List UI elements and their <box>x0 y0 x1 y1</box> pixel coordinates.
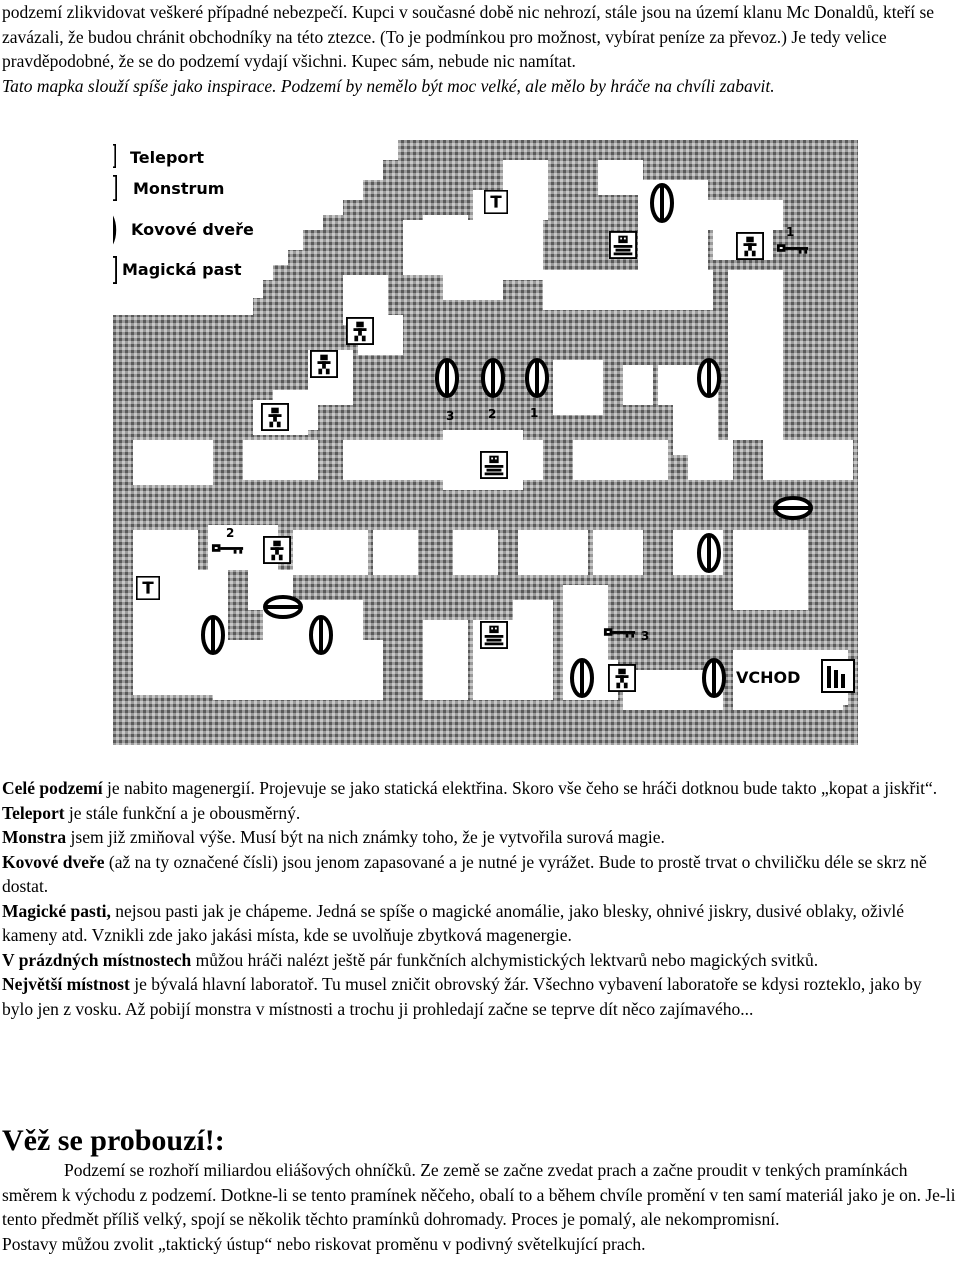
trap-icon <box>481 622 507 648</box>
desc-paragraph <box>2 850 957 899</box>
desc-term: Teleport <box>2 802 65 823</box>
trap-icon <box>481 452 507 478</box>
room <box>553 360 603 415</box>
desc-text: je stále funkční a je obousměrný. <box>64 802 301 823</box>
desc-text: jsem již zmiňoval výše. Musí být na nich známky toho, že je vytvořila surová magie. <box>66 827 665 847</box>
room <box>763 440 853 480</box>
desc-term: Největší místnost <box>2 974 130 994</box>
desc-paragraph <box>2 972 957 1021</box>
legend-door-label: Kovové dveře <box>131 220 254 239</box>
door-icon <box>483 360 503 396</box>
room <box>543 270 713 310</box>
room <box>623 365 653 405</box>
desc-text: je bývalá hlavní laboratoř. Tu musel zničit obrovský žár. Všechno vybavení laboratoře se kdysi rozteklo, jako by bylo jen z vosku. Až pobijí monstra v místnosti a trochu ji prohledají začne se teprve dít něco zajímavého... <box>2 974 922 1019</box>
entrance-label: VCHOD <box>736 668 801 687</box>
door-icon <box>203 617 223 653</box>
door-icon <box>704 660 724 696</box>
door-icon <box>699 360 719 396</box>
tower-paragraph: Postavy můžou zvolit „taktický ústup“ nebo riskovat proměnu v podivný světelkující prach. <box>2 1233 646 1254</box>
room <box>293 530 368 575</box>
desc-term: Celé podzemí <box>2 778 103 798</box>
map-note: Tato mapka slouží spíše jako inspirace. Podzemí by nemělo být moc velké, ale mělo by hráče na chvíli zabavit. <box>2 75 775 96</box>
monster-icon <box>262 404 288 430</box>
monster-icon <box>264 537 290 563</box>
desc-paragraph <box>2 825 957 850</box>
room <box>373 530 418 575</box>
trap-icon <box>610 232 636 258</box>
legend-monster-label: Monstrum <box>133 179 225 198</box>
monster-icon <box>609 665 635 691</box>
desc-text: (až na ty označené čísli) jsou jenom zapasované a je nutné je vyrážet. Bude to prostě trvat o chviličku déle se skrz ně dostat. <box>2 851 927 896</box>
door-number-label: 1 <box>530 406 539 420</box>
room <box>133 530 198 575</box>
legend-teleport-label: Teleport <box>130 148 204 167</box>
legend-teleport-icon <box>113 145 115 167</box>
key-number-label: 1 <box>786 225 795 239</box>
desc-text: můžou hráči nalézt ještě pár funkčních alchymistických lektvarů nebo magických svitků. <box>191 949 819 970</box>
monster-icon <box>347 318 373 344</box>
desc-text: je nabito magenergií. Projevuje se jako statická elektřina. Skoro vše čeho se hráči dotknou bude takto „kopat a jiskřit“. <box>102 778 938 798</box>
legend-monster-icon <box>113 176 116 200</box>
room <box>453 530 498 575</box>
desc-term: Magické pasti, <box>2 900 111 921</box>
intro-section <box>2 0 957 98</box>
tower-paragraph-text: Podzemí se rozhoří miliardou eliášových ohníčků. Ze země se začne zvedat prach a začne proudit v tenkých pramínkách směrem k východu z podzemí. Dotkne-li se tento pramínek něčeho, obalí to a během chvíle promění v ten samí materiál jako je on. Je-li tento předmět příliš velký, spojí se několik těchto pramínků dohromady. Proces je pomalý, ale nekompromisní. <box>2 1160 956 1229</box>
monster-icon <box>311 351 337 377</box>
room <box>443 260 503 300</box>
room <box>573 440 668 480</box>
door-icon <box>311 617 331 653</box>
door-icon-horizontal <box>265 597 301 617</box>
room <box>598 160 643 195</box>
room <box>688 440 733 480</box>
desc-term: Monstra <box>2 827 67 847</box>
door-icon <box>699 535 719 571</box>
legend-trap-label: Magická past <box>122 260 242 279</box>
room <box>733 530 808 610</box>
dungeon-map <box>113 140 858 745</box>
legend-panel <box>113 140 254 283</box>
door-icon <box>437 360 457 396</box>
room <box>243 440 318 480</box>
section-heading: Věž se probouzí!: <box>2 1124 225 1157</box>
key-number-label: 2 <box>226 526 235 540</box>
description-section <box>2 776 957 1021</box>
room <box>423 620 468 700</box>
room <box>728 270 783 440</box>
desc-paragraph <box>2 776 957 801</box>
legend-trap-icon <box>113 257 116 283</box>
entrance-stairs-icon <box>822 660 854 692</box>
intro-paragraph: podzemí zlikvidovat veškeré případné nebezpečí. Kupci v současné době nic nehrozí, stále jsou na území klanu Mc Donaldů, kteří se zavázali, že budou chránit obchodníky na této ztezce. (To je podmínkou pro možnost, vybírat peníze za převoz.) Je tedy velice pravděpodobné, že se do podzemí vydají všichni. Kupec sám, nebude nic namítat. <box>2 2 935 71</box>
door-number-label: 3 <box>446 409 455 423</box>
desc-text: nejsou pasti jak je chápeme. Jedná se spíše o magické anomálie, jako blesky, ohnivé jiskry, dusivé oblaky, oživlé kameny atd. Vznikli zde jako jakási místa, kde se uvolňuje zbytková magenergie. <box>2 900 905 945</box>
teleport-icon <box>485 191 507 213</box>
desc-paragraph <box>2 801 957 826</box>
desc-term: V prázdných místnostech <box>2 949 192 970</box>
door-icon <box>652 185 672 221</box>
room <box>518 530 588 575</box>
teleport-icon <box>137 577 159 599</box>
room <box>593 530 643 575</box>
door-icon <box>527 360 547 396</box>
key-number-label: 3 <box>641 629 650 643</box>
room <box>213 640 383 700</box>
door-icon <box>572 660 592 696</box>
tower-section <box>2 1158 957 1256</box>
desc-term: Kovové dveře <box>2 851 105 872</box>
tower-paragraph <box>2 1158 957 1232</box>
door-number-label: 2 <box>488 407 497 421</box>
room <box>133 440 213 485</box>
desc-paragraph <box>2 899 957 948</box>
monster-icon <box>737 233 763 259</box>
door-icon-horizontal <box>775 498 811 518</box>
room <box>513 600 553 700</box>
desc-paragraph <box>2 948 957 973</box>
